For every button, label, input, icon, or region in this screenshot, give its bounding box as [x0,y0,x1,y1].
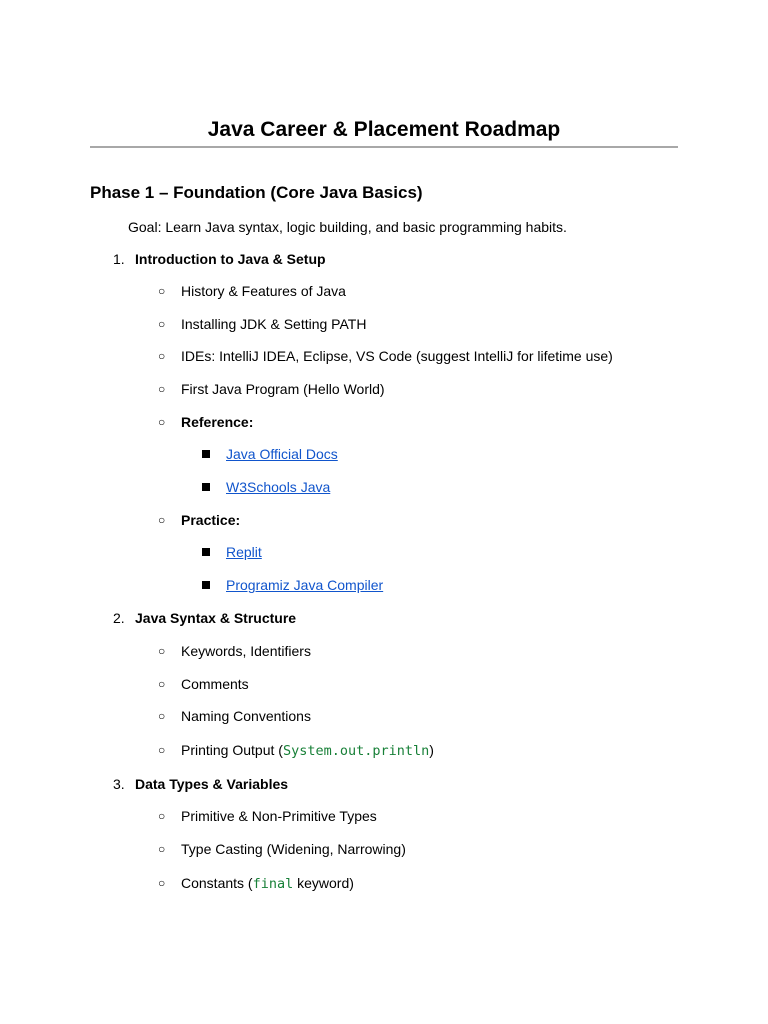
list-item [0,707,768,727]
list-item [0,282,768,302]
list-item-text: First Java Program (Hello World) [181,381,385,397]
list-item-text: History & Features of Java [181,283,346,299]
text-suffix: keyword) [293,875,354,891]
programiz-compiler-link[interactable]: Programiz Java Compiler [226,577,384,593]
section-1 [0,250,768,270]
code-snippet: final [252,876,294,892]
section-title: Introduction to Java & Setup [135,251,326,267]
list-item [0,675,768,695]
replit-link[interactable]: Replit [226,544,262,560]
list-item [0,380,768,400]
section-number: 2. [113,610,125,626]
list-item [0,642,768,662]
section-3 [0,775,768,795]
text-prefix: Constants ( [181,875,253,891]
hollow-bullet-icon: ○ [158,415,166,429]
hollow-bullet-icon: ○ [158,284,166,298]
hollow-bullet-icon: ○ [158,743,166,757]
document-title: Java Career & Placement Roadmap [207,118,561,141]
list-item-text: Primitive & Non-Primitive Types [181,808,377,824]
list-item [0,874,768,894]
section-title: Java Syntax & Structure [135,610,297,626]
text-suffix: ) [429,742,434,758]
hollow-bullet-icon: ○ [158,349,166,363]
link-item [0,543,768,563]
list-item-text: Installing JDK & Setting PATH [181,316,367,332]
square-bullet-icon [202,548,210,556]
practice-label: Practice: [181,512,241,528]
section-title: Data Types & Variables [135,776,289,792]
list-item [0,347,768,367]
section-2 [0,609,768,629]
section-number: 3. [113,776,125,792]
text-prefix: Printing Output ( [181,742,283,758]
java-official-docs-link[interactable]: Java Official Docs [226,446,338,462]
hollow-bullet-icon: ○ [158,677,166,691]
square-bullet-icon [202,581,210,589]
hollow-bullet-icon: ○ [158,382,166,396]
list-item-text: Comments [181,676,249,692]
square-bullet-icon [202,450,210,458]
phase-goal: Goal: Learn Java syntax, logic building, and basic programming habits. [128,219,567,235]
list-item-text: Naming Conventions [181,708,311,724]
printing-output-text [181,741,434,760]
link-item [0,478,768,498]
hollow-bullet-icon: ○ [158,809,166,823]
hollow-bullet-icon: ○ [158,842,166,856]
list-item [0,315,768,335]
hollow-bullet-icon: ○ [158,317,166,331]
reference-item [0,413,768,433]
phase-heading: Phase 1 – Foundation (Core Java Basics) [90,183,423,202]
constants-text [181,874,354,893]
list-item [0,741,768,761]
hollow-bullet-icon: ○ [158,876,166,890]
list-item-text: IDEs: IntelliJ IDEA, Eclipse, VS Code (suggest IntelliJ for lifetime use) [181,348,613,364]
reference-label: Reference: [181,414,254,430]
hollow-bullet-icon: ○ [158,709,166,723]
link-item [0,445,768,465]
w3schools-java-link[interactable]: W3Schools Java [226,479,331,495]
list-item [0,807,768,827]
square-bullet-icon [202,483,210,491]
list-item-text: Keywords, Identifiers [181,643,311,659]
hollow-bullet-icon: ○ [158,513,166,527]
hollow-bullet-icon: ○ [158,644,166,658]
list-item-text: Type Casting (Widening, Narrowing) [181,841,406,857]
section-number: 1. [113,251,125,267]
list-item [0,840,768,860]
code-snippet: System.out.println [282,743,430,759]
practice-item [0,511,768,531]
link-item [0,576,768,596]
title-divider [90,146,678,148]
